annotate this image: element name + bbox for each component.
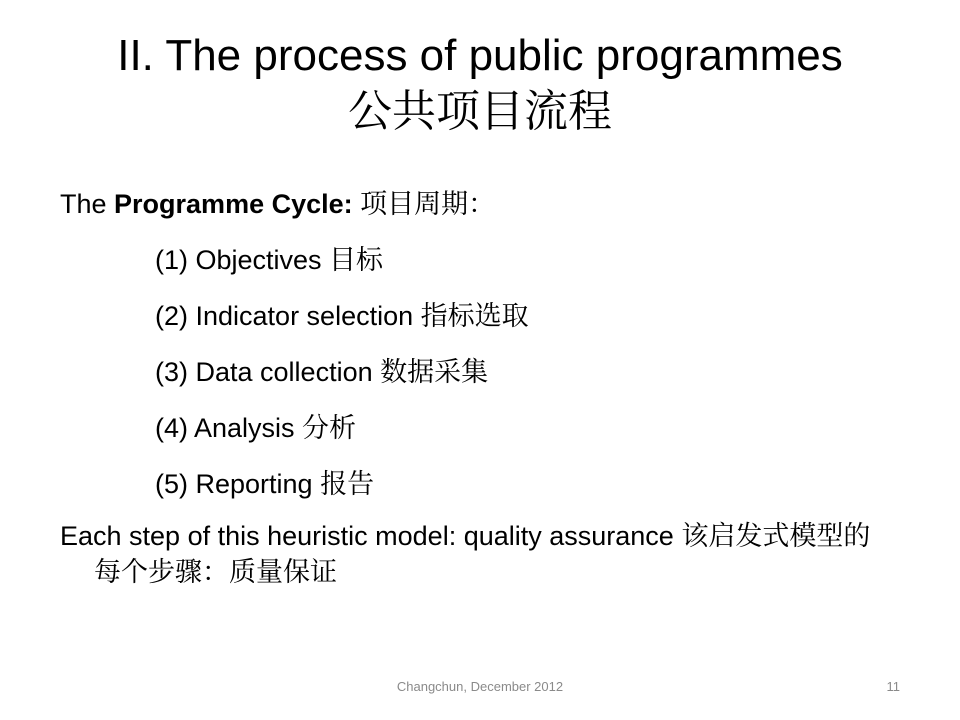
footer-page-number: 11 <box>886 679 900 694</box>
cycle-heading <box>60 176 890 232</box>
slide-body <box>60 176 890 590</box>
step-objectives: (1) Objectives 目标 <box>155 245 384 275</box>
cycle-suffix: 项目周期： <box>352 189 496 219</box>
title-chinese: 公共项目流程 <box>348 87 612 136</box>
step-indicator-selection: (2) Indicator selection 指标选取 <box>155 301 529 331</box>
cycle-prefix: The <box>60 189 115 219</box>
footer-location-date: Changchun, December 2012 <box>396 679 564 694</box>
quality-assurance-note: Each step of this heuristic model: quality assurance 该启发式模型的每个步骤：质量保证 <box>60 521 871 587</box>
step-reporting: (5) Reporting 报告 <box>155 469 375 499</box>
slide-title <box>60 28 900 140</box>
cycle-bold-label: Programme Cycle: <box>114 189 353 219</box>
title-english: II. The process of public programmes <box>117 31 843 80</box>
step-data-collection: (3) Data collection 数据采集 <box>155 357 489 387</box>
step-analysis: (4) Analysis 分析 <box>155 413 357 443</box>
